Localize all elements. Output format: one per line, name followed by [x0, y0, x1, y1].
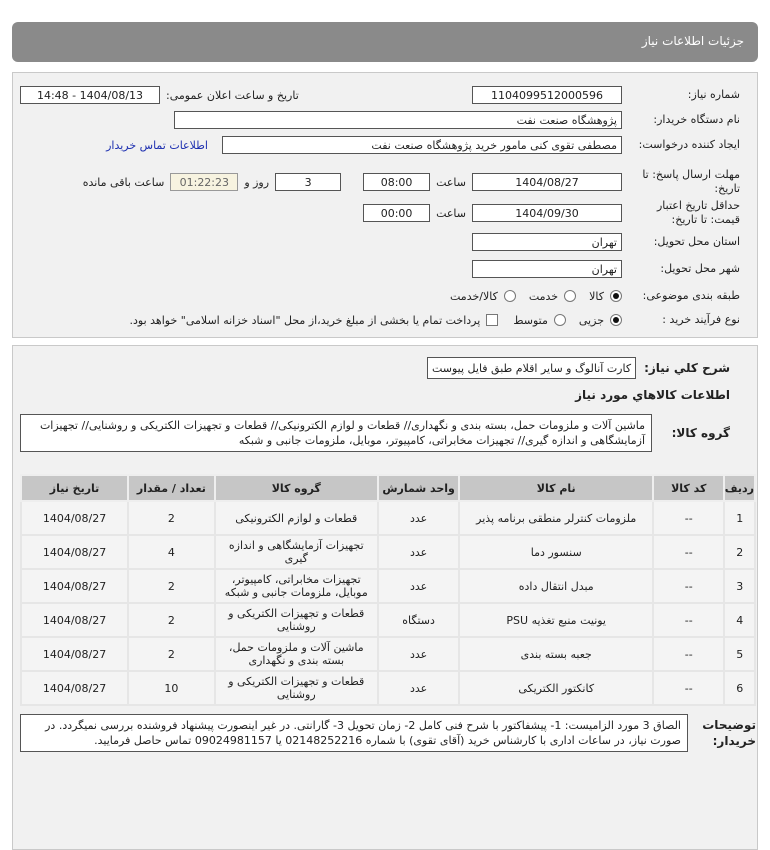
deadline-time-field[interactable]: 08:00: [363, 173, 430, 191]
cell-name: ملزومات کنترلر منطقی برنامه پذیر: [459, 501, 653, 535]
cell-code: --: [653, 671, 724, 705]
radio-service-label: خدمت: [528, 289, 559, 303]
buyer-org-label: نام دستگاه خریدار:: [653, 113, 740, 126]
cell-name: یونیت منبع تغذیه PSU: [459, 603, 653, 637]
buyer-org-field[interactable]: پژوهشگاه صنعت نفت: [174, 111, 622, 129]
validity-time-field[interactable]: 00:00: [363, 204, 430, 222]
cell-qty: 2: [128, 501, 215, 535]
cell-group: قطعات و لوازم الکترونیکی: [215, 501, 378, 535]
goods-and-notes: [20, 474, 756, 752]
province-label: استان محل تحویل:: [653, 235, 740, 248]
validity-label: حداقل تاریخ اعتبار قیمت: تا تاریخ:: [656, 199, 740, 226]
remaining-label: ساعت باقی مانده: [82, 175, 165, 189]
row-deadline: [20, 168, 740, 196]
radio-minor[interactable]: [610, 314, 622, 326]
radio-goods[interactable]: [610, 290, 622, 302]
row-summary: [20, 357, 740, 379]
page-title: جزئیات اطلاعات نیاز: [641, 34, 744, 48]
row-goods-group: [20, 414, 740, 452]
col-date: تاریخ نیاز: [21, 475, 128, 501]
table-row: [21, 637, 755, 671]
row-city: [20, 260, 740, 278]
cell-unit: عدد: [378, 637, 460, 671]
notes-field: الصاق 3 مورد الزامیست: 1- پیشفاکتور با شرح فنی کامل 2- زمان تحویل 3- گارانتی. در غیر اینصورت پیشنهاد فروشنده بررسی نمیگردد. در صورت نیاز، در ساعات اداری با کارشناس خرید (آقای تقوی) با شماره 02148252216 یا 09024981157 تماس حاصل فرمایید.: [20, 714, 688, 752]
col-qty: تعداد / مقدار: [128, 475, 215, 501]
remaining-timer: 01:22:23: [170, 173, 238, 191]
col-code: کد کالا: [653, 475, 724, 501]
cell-date: 1404/08/27: [21, 671, 128, 705]
validity-date-field[interactable]: 1404/09/30: [472, 204, 622, 222]
row-validity: [20, 199, 740, 227]
cell-unit: عدد: [378, 569, 460, 603]
cell-qty: 2: [128, 603, 215, 637]
row-buyer-org: [20, 111, 740, 129]
table-row: [21, 501, 755, 535]
cell-qty: 2: [128, 569, 215, 603]
cell-group: تجهیزات آزمایشگاهی و اندازه گیری: [215, 535, 378, 569]
summary-field: کارت آنالوگ و سایر اقلام طبق فایل پیوست: [427, 357, 636, 379]
cell-name: سنسور دما: [459, 535, 653, 569]
radio-goods-label: کالا: [589, 289, 604, 303]
cell-row: 1: [724, 501, 755, 535]
cell-qty: 10: [128, 671, 215, 705]
table-row: [21, 671, 755, 705]
need-number-field[interactable]: 1104099512000596: [472, 86, 622, 104]
days-field[interactable]: 3: [275, 173, 341, 191]
creator-label: ایجاد کننده درخواست:: [638, 138, 740, 151]
cell-group: قطعات و تجهیزات الکتریکی و روشنایی: [215, 671, 378, 705]
announce-label: تاریخ و ساعت اعلان عمومی:: [166, 88, 299, 102]
row-creator: [20, 136, 740, 154]
table-row: [21, 535, 755, 569]
cell-unit: دستگاه: [378, 603, 460, 637]
creator-field[interactable]: مصطفی تقوی کنی مامور خرید پژوهشگاه صنعت نفت: [222, 136, 622, 154]
cell-name: کانکتور الکتریکی: [459, 671, 653, 705]
treasury-label: پرداخت تمام یا بخشی از مبلغ خرید،از محل "اسناد خزانه اسلامی" خواهد بود.: [129, 313, 481, 327]
province-field[interactable]: تهران: [472, 233, 622, 251]
summary-label: شرح کلي نياز:: [644, 361, 730, 375]
cell-code: --: [653, 569, 724, 603]
notes-row: [20, 714, 756, 752]
goods-group-label: گروه کالا:: [671, 426, 730, 440]
goods-group-field: ماشین آلات و ملزومات حمل، بسته بندی و نگهداری// قطعات و لوازم الکترونیکی// قطعات و تجهیزات الکتریکی و روشنایی// تجهیزات آزمایشگاهی و اندازه گیری// تجهیزات مخابراتی، کامپیوتر، موبایل، ملزومات جانبی و شبکه: [20, 414, 652, 452]
cell-unit: عدد: [378, 535, 460, 569]
announce-field[interactable]: 1404/08/13 - 14:48: [20, 86, 160, 104]
city-label: شهر محل تحویل:: [660, 262, 740, 275]
col-row: ردیف: [724, 475, 755, 501]
cell-date: 1404/08/27: [21, 603, 128, 637]
col-unit: واحد شمارش: [378, 475, 460, 501]
radio-medium-label: متوسط: [513, 313, 548, 327]
process-label: نوع فرآیند خرید :: [662, 313, 740, 326]
cell-date: 1404/08/27: [21, 569, 128, 603]
col-name: نام کالا: [459, 475, 653, 501]
cell-qty: 2: [128, 637, 215, 671]
col-group: گروه کالا: [215, 475, 378, 501]
table-row: [21, 569, 755, 603]
treasury-checkbox[interactable]: [486, 314, 498, 326]
cell-code: --: [653, 603, 724, 637]
cell-group: تجهیزات مخابراتی، کامپیوتر، موبایل، ملزومات جانبی و شبکه: [215, 569, 378, 603]
validity-time-label: ساعت: [436, 206, 466, 220]
radio-medium[interactable]: [554, 314, 566, 326]
row-goods-title: [20, 388, 740, 402]
process-radio-group: [20, 313, 740, 327]
cell-code: --: [653, 501, 724, 535]
cell-date: 1404/08/27: [21, 501, 128, 535]
cell-unit: عدد: [378, 501, 460, 535]
cell-unit: عدد: [378, 671, 460, 705]
row-need-number: [20, 86, 740, 104]
buyer-contact-link[interactable]: اطلاعات تماس خریدار: [106, 138, 208, 152]
radio-minor-label: جزیی: [578, 313, 604, 327]
radio-goods-service-label: کالا/خدمت: [450, 289, 498, 303]
cell-date: 1404/08/27: [21, 535, 128, 569]
cell-code: --: [653, 637, 724, 671]
cell-name: جعبه بسته بندی: [459, 637, 653, 671]
table-header: [21, 475, 755, 501]
cell-row: 3: [724, 569, 755, 603]
cell-row: 4: [724, 603, 755, 637]
cell-name: مبدل انتقال داده: [459, 569, 653, 603]
cell-code: --: [653, 535, 724, 569]
days-label: روز و: [244, 175, 270, 189]
goods-table: [20, 474, 756, 706]
cell-row: 5: [724, 637, 755, 671]
deadline-label: مهلت ارسال پاسخ: تا تاریخ:: [642, 168, 740, 195]
notes-label: توضیحات خریدار:: [702, 718, 756, 748]
category-radio-group: [20, 289, 740, 303]
radio-service[interactable]: [564, 290, 576, 302]
city-field[interactable]: تهران: [472, 260, 622, 278]
deadline-date-field[interactable]: 1404/08/27: [472, 173, 622, 191]
cell-date: 1404/08/27: [21, 637, 128, 671]
page-header: [12, 22, 758, 62]
need-number-label: شماره نیاز:: [687, 88, 740, 101]
cell-group: ماشین آلات و ملزومات حمل، بسته بندی و نگهداری: [215, 637, 378, 671]
category-label: طبقه بندی موضوعی:: [642, 289, 740, 302]
table-row: [21, 603, 755, 637]
cell-qty: 4: [128, 535, 215, 569]
deadline-time-label: ساعت: [436, 175, 466, 189]
goods-section-title: اطلاعات کالاهاي مورد نياز: [575, 388, 730, 402]
cell-row: 6: [724, 671, 755, 705]
cell-group: قطعات و تجهیزات الکتریکی و روشنایی: [215, 603, 378, 637]
cell-row: 2: [724, 535, 755, 569]
row-province: [20, 233, 740, 251]
radio-goods-service[interactable]: [504, 290, 516, 302]
